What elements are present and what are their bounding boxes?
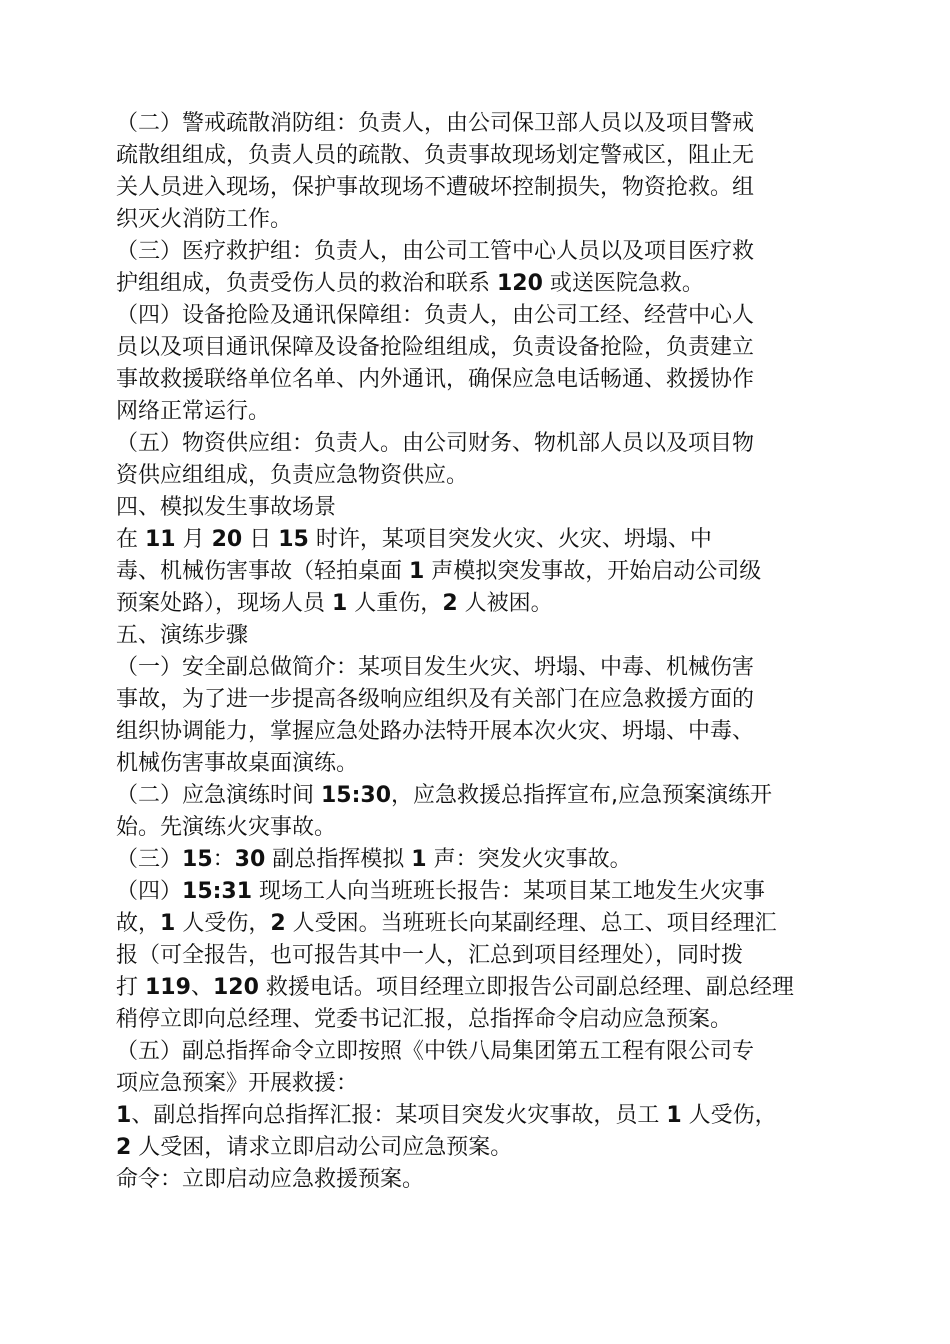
text-line: 疏散组组成，负责人员的疏散、负责事故现场划定警戒区，阻止无 bbox=[116, 143, 755, 168]
text-line: 组织协调能力，掌握应急处路办法特开展本次火灾、坍塌、中毒、 bbox=[116, 719, 755, 744]
paragraph-report-to-commander bbox=[116, 1100, 836, 1164]
paragraph-step-3-simulation bbox=[116, 844, 836, 876]
text-line: 项应急预案》开展救援： bbox=[116, 1071, 359, 1096]
paragraph-accident-scenario bbox=[116, 524, 836, 620]
text-line: 报（可全报告，也可报告其中一人，汇总到项目经理处），同时拨 bbox=[116, 943, 744, 968]
heading-line: 五、演练步骤 bbox=[116, 623, 249, 648]
paragraph-command bbox=[116, 1164, 836, 1196]
paragraph-step-2-drill-time bbox=[116, 780, 836, 844]
paragraph-step-1-introduction bbox=[116, 652, 836, 780]
text-line: 资供应组组成，负责应急物资供应。 bbox=[116, 463, 469, 488]
text-line: 预案处路），现场人员 1 人重伤，2 人被困。 bbox=[116, 591, 553, 616]
text-line: 关人员进入现场，保护事故现场不遭破坏控制损失，物资抢救。组 bbox=[116, 175, 755, 200]
text-line: 在 11 月 20 日 15 时许，某项目突发火灾、火灾、坍塌、中 bbox=[116, 527, 712, 552]
text-line: （五）物资供应组：负责人。由公司财务、物机部人员以及项目物 bbox=[116, 431, 755, 456]
text-line: 2 人受困，请求立即启动公司应急预案。 bbox=[116, 1135, 513, 1160]
text-line: 机械伤害事故桌面演练。 bbox=[116, 751, 359, 776]
document-body bbox=[116, 108, 836, 1196]
paragraph-step-5-rescue-order bbox=[116, 1036, 836, 1100]
paragraph-material-supply-group bbox=[116, 428, 836, 492]
text-line: 毒、机械伤害事故（轻拍桌面 1 声模拟突发事故，开始启动公司级 bbox=[116, 559, 762, 584]
text-line: （三）医疗救护组：负责人，由公司工管中心人员以及项目医疗救 bbox=[116, 239, 755, 264]
text-line: （一）安全副总做简介：某项目发生火灾、坍塌、中毒、机械伤害 bbox=[116, 655, 755, 680]
paragraph-warning-evacuation-group bbox=[116, 108, 836, 236]
text-line: 稍停立即向总经理、党委书记汇报，总指挥命令启动应急预案。 bbox=[116, 1007, 733, 1032]
section-heading-drill-steps bbox=[116, 620, 836, 652]
paragraph-equipment-communication-group bbox=[116, 300, 836, 428]
text-line: 始。先演练火灾事故。 bbox=[116, 815, 337, 840]
heading-line: 四、模拟发生事故场景 bbox=[116, 495, 337, 520]
text-line: （五）副总指挥命令立即按照《中铁八局集团第五工程有限公司专 bbox=[116, 1039, 755, 1064]
section-heading-accident-scenario bbox=[116, 492, 836, 524]
text-line: （四）设备抢险及通讯保障组：负责人，由公司工经、经营中心人 bbox=[116, 303, 755, 328]
text-line: 员以及项目通讯保障及设备抢险组组成，负责设备抢险，负责建立 bbox=[116, 335, 755, 360]
text-line: （二）应急演练时间 15:30，应急救援总指挥宣布,应急预案演练开 bbox=[116, 783, 773, 808]
text-line: 故，1 人受伤，2 人受困。当班班长向某副经理、总工、项目经理汇 bbox=[116, 911, 777, 936]
text-line: 事故，为了进一步提高各级响应组织及有关部门在应急救援方面的 bbox=[116, 687, 755, 712]
text-line: 打 119、120 救援电话。项目经理立即报告公司副总经理、副总经理 bbox=[116, 975, 794, 1000]
text-line: 命令：立即启动应急救援预案。 bbox=[116, 1167, 425, 1192]
paragraph-medical-rescue-group bbox=[116, 236, 836, 300]
paragraph-step-4-reporting bbox=[116, 876, 836, 1036]
text-line: （三）15：30 副总指挥模拟 1 声：突发火灾事故。 bbox=[116, 847, 632, 872]
text-line: 护组组成，负责受伤人员的救治和联系 120 或送医院急救。 bbox=[116, 271, 704, 296]
text-line: 织灭火消防工作。 bbox=[116, 207, 293, 232]
text-line: （二）警戒疏散消防组：负责人，由公司保卫部人员以及项目警戒 bbox=[116, 111, 755, 136]
text-line: 事故救援联络单位名单、内外通讯，确保应急电话畅通、救援协作 bbox=[116, 367, 755, 392]
text-line: 网络正常运行。 bbox=[116, 399, 271, 424]
text-line: （四）15:31 现场工人向当班班长报告：某项目某工地发生火灾事 bbox=[116, 879, 766, 904]
text-line: 1、副总指挥向总指挥汇报：某项目突发火灾事故，员工 1 人受伤， bbox=[116, 1103, 777, 1128]
